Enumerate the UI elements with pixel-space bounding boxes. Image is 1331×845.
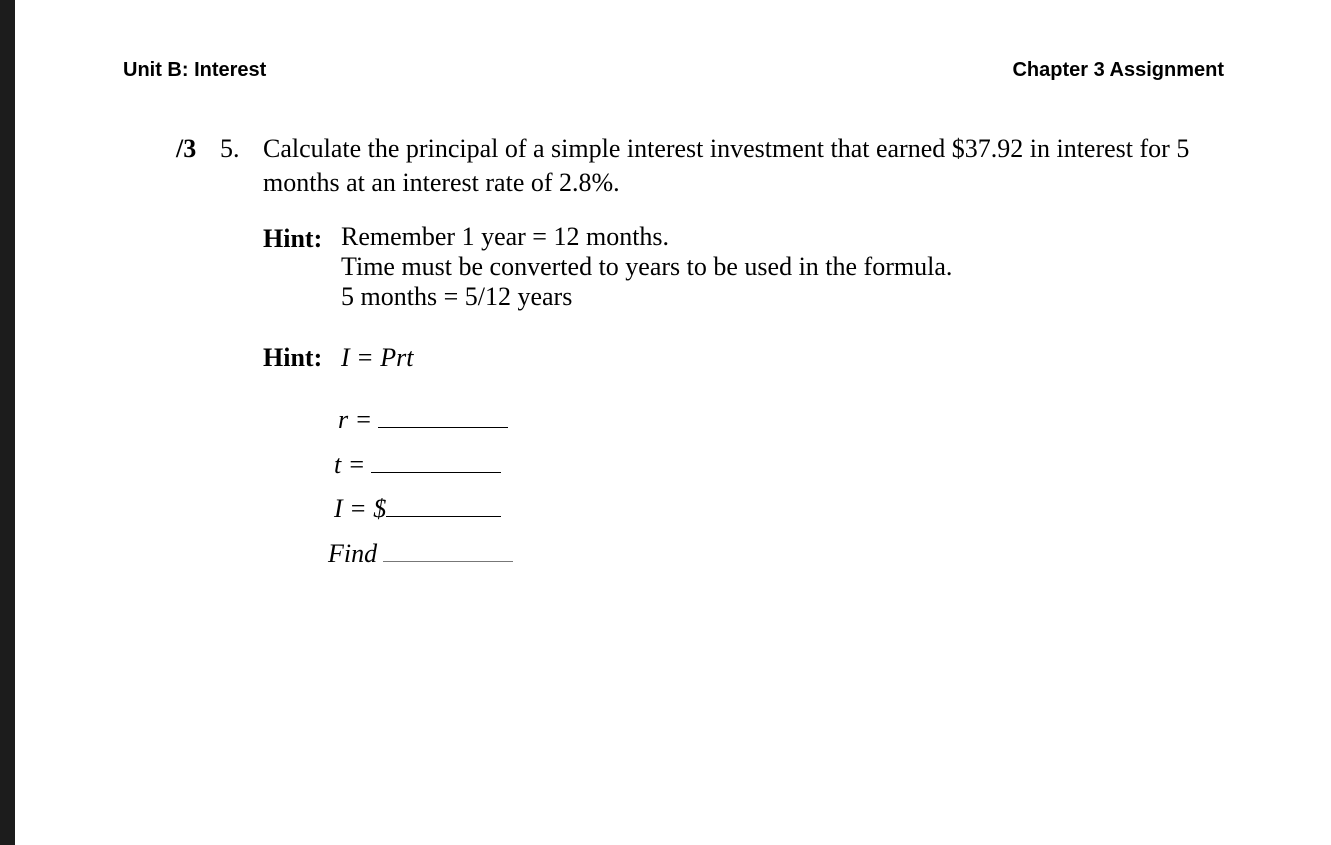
answer-blank[interactable]: [383, 539, 513, 562]
hint-label: Hint:: [263, 343, 323, 372]
answer-row-t: [334, 448, 501, 482]
question-text: [263, 132, 1223, 200]
question-number: 5.: [220, 134, 240, 163]
answer-row-find: [328, 537, 513, 571]
answer-blank[interactable]: [386, 494, 501, 517]
question-marks: /3: [176, 134, 197, 163]
answer-label: r =: [338, 405, 373, 434]
answer-label: t =: [334, 450, 366, 479]
answer-label: Find: [328, 539, 378, 568]
formula: I = Prt: [341, 343, 414, 372]
chapter-title: Chapter 3 Assignment: [1012, 59, 1224, 81]
hint-line: 5 months = 5/12 years: [341, 282, 573, 311]
hint-label: Hint:: [263, 224, 323, 253]
left-edge-bar: [0, 0, 15, 845]
question-text-line: Calculate the principal of a simple interest investment that earned $37.92 in interest for 5: [263, 134, 1190, 163]
answer-row-i: [334, 492, 501, 526]
answer-row-r: [338, 403, 508, 437]
answer-label: I = $: [334, 494, 387, 523]
hint-line: Remember 1 year = 12 months.: [341, 222, 670, 251]
answer-blank[interactable]: [378, 405, 508, 428]
question-text-line: months at an interest rate of 2.8%.: [263, 168, 620, 197]
hint-line: Time must be converted to years to be used in the formula.: [341, 252, 953, 281]
unit-title: Unit B: Interest: [123, 59, 267, 81]
answer-blank[interactable]: [371, 450, 501, 473]
hint-text: [341, 222, 952, 312]
